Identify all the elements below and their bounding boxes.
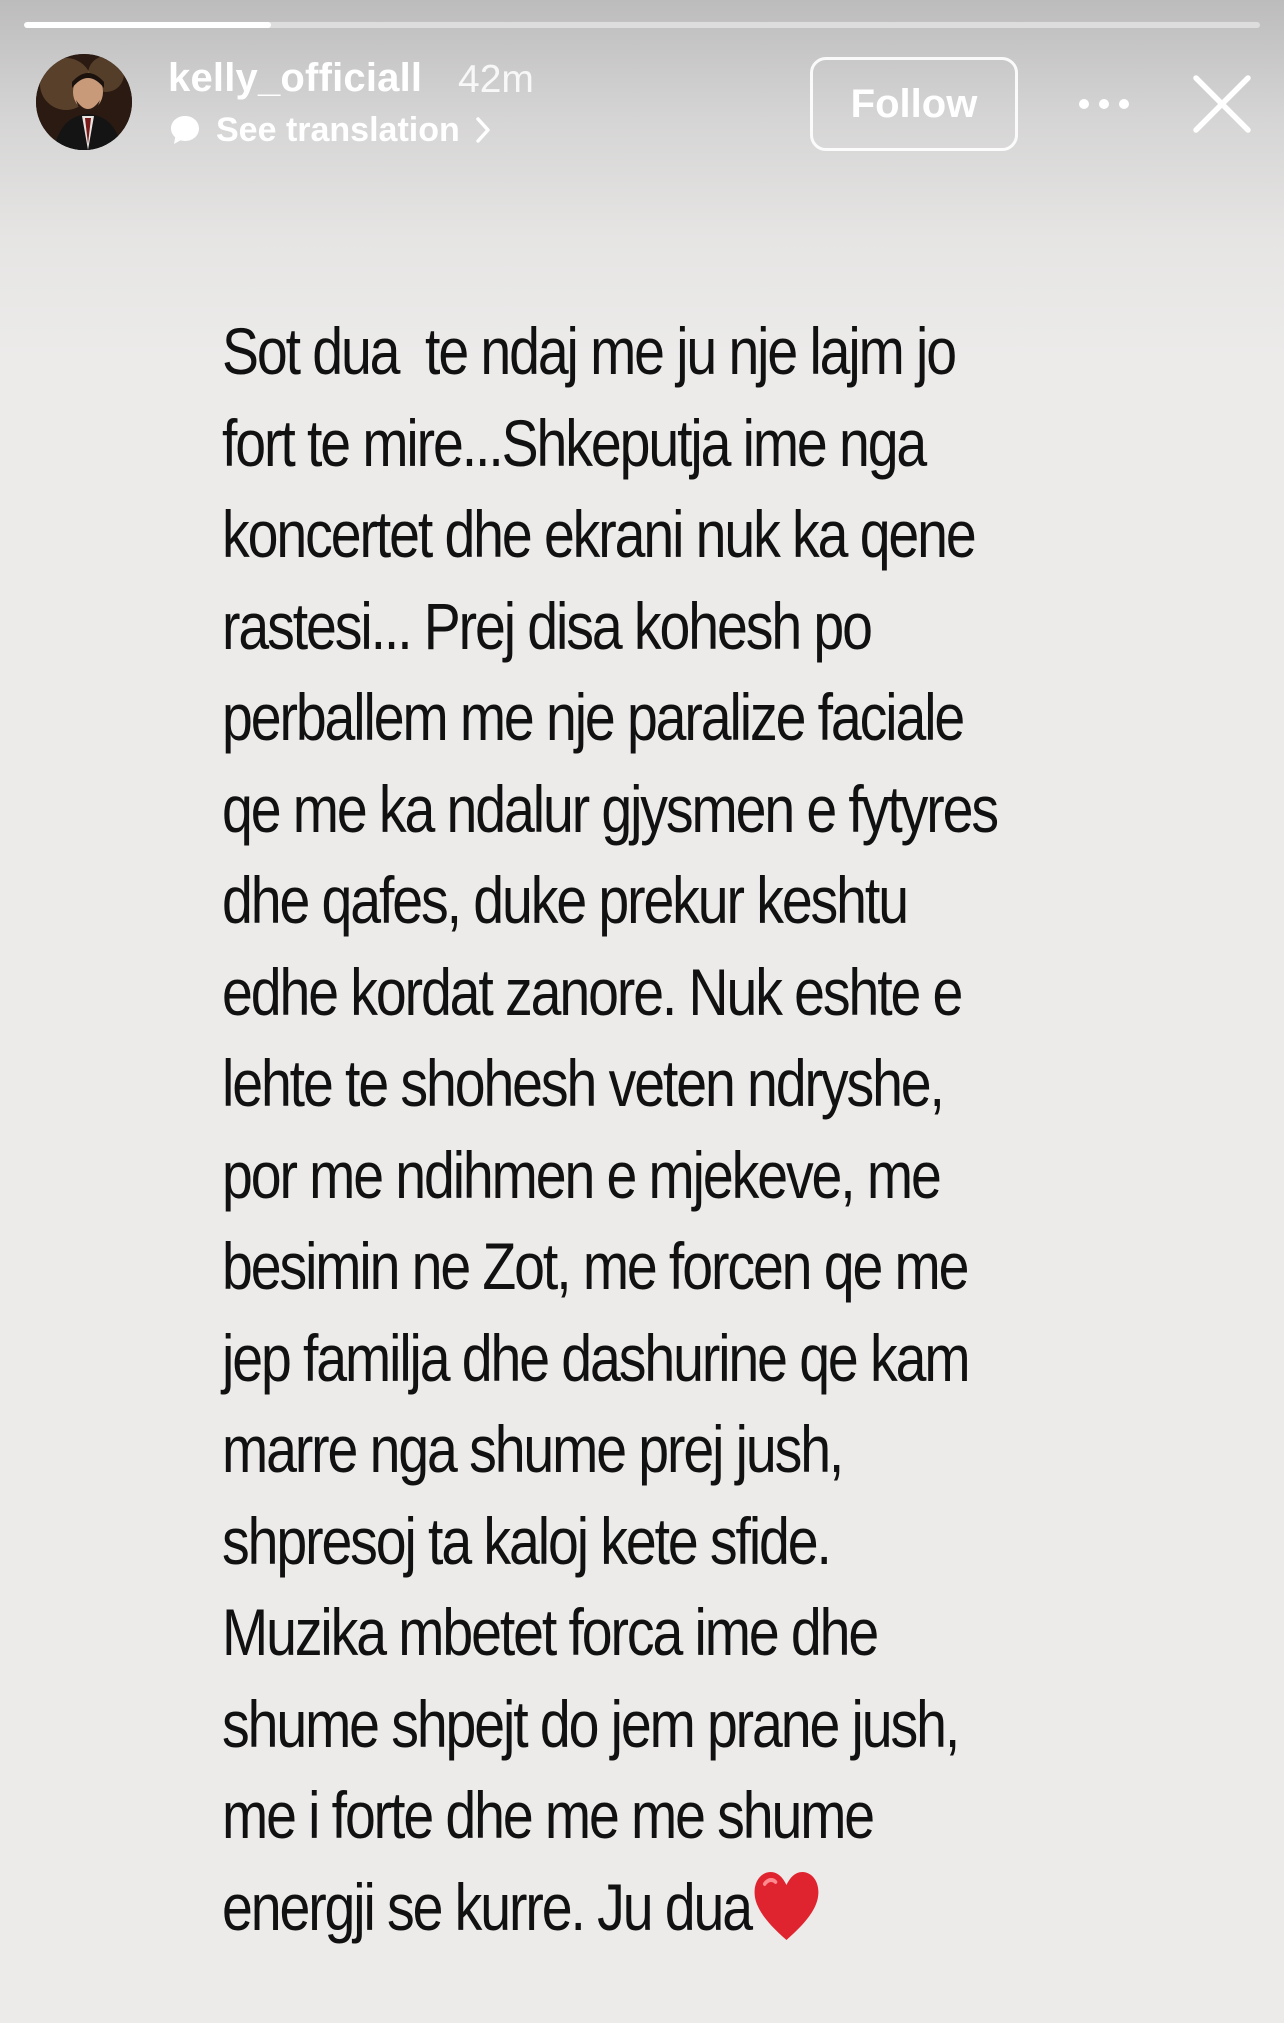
story-text-line: jep familja dhe dashurine qe kam (222, 1320, 969, 1395)
chevron-right-icon (474, 115, 492, 145)
story-text-line: rastesi... Prej disa kohesh po (222, 588, 871, 663)
see-translation-link[interactable] (168, 110, 492, 150)
red-heart-emoji-icon (753, 1870, 820, 1944)
story-text-line: Muzika mbetet forca ime dhe (222, 1595, 878, 1669)
story-text-line: marre nga shume prej jush, (222, 1412, 843, 1486)
story-text-line: koncertet dhe ekrani nuk ka qene (222, 497, 975, 571)
more-options-icon[interactable] (1074, 84, 1134, 124)
story-text-line: perballem me nje paralize faciale (222, 680, 964, 754)
story-text-line: Sot dua te ndaj me ju nje lajm jo (222, 314, 955, 388)
story-text-line: dhe qafes, duke prekur keshtu (222, 863, 907, 937)
story-text-line: energji se kurre. Ju dua (222, 1862, 1003, 1954)
post-time: 42m (458, 58, 534, 101)
close-icon[interactable] (1190, 72, 1254, 136)
story-text-line: qe me ka ndalur gjysmen e fytyres (222, 771, 998, 846)
follow-button[interactable]: Follow (810, 57, 1018, 151)
see-translation-label: See translation (216, 110, 460, 149)
story-text-line: por me ndihmen e mjekeve, me (222, 1137, 940, 1212)
story-text-line: lehte te shohesh veten ndryshe, (222, 1046, 943, 1120)
avatar-image (36, 54, 132, 150)
story-text-line: edhe kordat zanore. Nuk eshte e (222, 954, 962, 1029)
story-text (222, 306, 1003, 1953)
story-progress-bar (24, 22, 1260, 28)
story-text-line: besimin ne Zot, me forcen qe me (222, 1229, 968, 1303)
translate-bubble-icon (168, 113, 202, 147)
story-progress-fill (24, 22, 271, 28)
avatar[interactable] (36, 54, 132, 150)
story-text-line: shpresoj ta kaloj kete sfide. (222, 1503, 830, 1578)
story-text-line: me i forte dhe me me shume (222, 1778, 874, 1852)
username[interactable]: kelly_officiall (168, 56, 423, 100)
story-text-line: fort te mire...Shkeputja ime nga (222, 405, 926, 480)
story-text-line: shume shpejt do jem prane jush, (222, 1686, 959, 1761)
